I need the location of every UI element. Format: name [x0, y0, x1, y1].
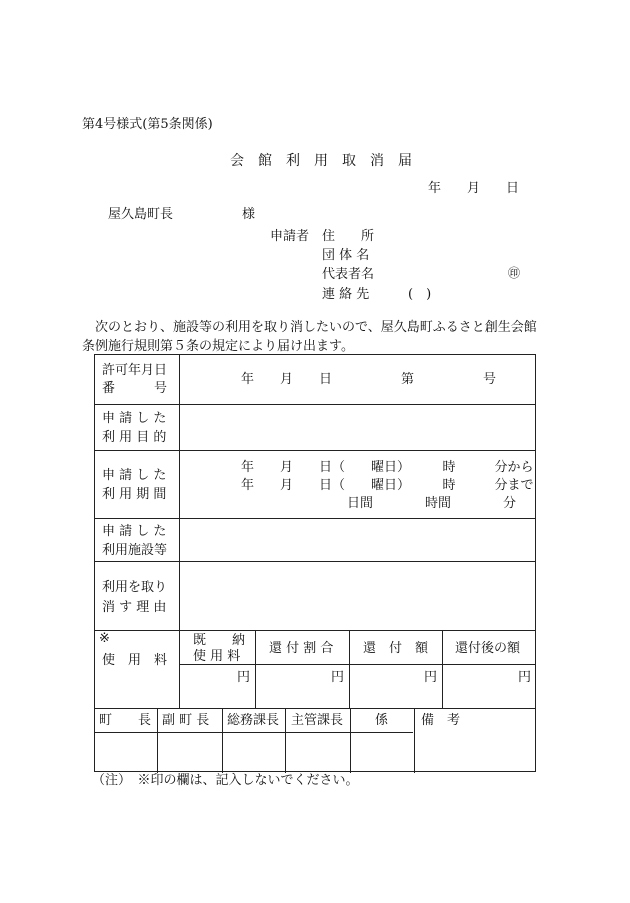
after-refund-header: 還付後の額 [455, 641, 521, 656]
applicant-address-label: 住 所 [322, 229, 375, 244]
form-number: 第4号様式(第5条関係) [82, 117, 213, 132]
yen-unit: 円 [237, 670, 251, 685]
facility-label: 申 請 し た [102, 524, 167, 539]
row-divider [95, 630, 535, 631]
purpose-label: 利 用 目 的 [102, 430, 167, 445]
reason-label: 利用を取り [102, 580, 168, 595]
facility-label: 利用施設等 [102, 543, 168, 558]
column-divider [157, 708, 158, 773]
permit-label: 許可年月日 [102, 363, 168, 378]
paid-fee-header: 使 用 料 [193, 649, 241, 664]
office-use-mark: ※ [99, 631, 110, 646]
row-divider [95, 708, 535, 709]
row-divider [95, 450, 535, 451]
contact-parentheses: ( ) [408, 287, 432, 302]
permit-number-suffix: 号 [483, 372, 497, 387]
column-divider [350, 708, 351, 773]
row-divider [95, 561, 535, 562]
purpose-label: 申 請 し た [102, 411, 167, 426]
column-divider [414, 708, 415, 773]
addressee: 屋久島町長 [108, 207, 174, 222]
refund-amount-header: 還 付 額 [363, 641, 429, 656]
fee-label: 使 用 料 [102, 653, 168, 668]
column-divider [349, 630, 350, 708]
applicant-label: 申請者 [270, 229, 310, 244]
row-divider [95, 732, 413, 733]
document-title: 会 館 利 用 取 消 届 [230, 153, 412, 169]
reason-label: 消 す 理 由 [102, 600, 167, 615]
yen-unit: 円 [424, 670, 438, 685]
permit-number-prefix: 第 [401, 372, 415, 387]
approval-general-affairs: 総務課長 [227, 713, 280, 728]
applicant-contact-label: 連 絡 先 [322, 287, 370, 302]
period-start: 年 月 日（ 曜日） 時 分から [241, 460, 534, 475]
permit-label: 番 号 [102, 381, 168, 396]
cancellation-form-table [94, 354, 536, 772]
approval-deputy-mayor: 副 町 長 [162, 713, 210, 728]
approval-section-chief: 主管課長 [291, 713, 344, 728]
body-text: 次のとおり、施設等の利用を取り消したいので、屋久島町ふるさと創生会館条例施行規則第５条の規定により届け出ます。 [82, 320, 537, 354]
column-divider [179, 355, 180, 708]
period-end: 年 月 日（ 曜日） 時 分まで [241, 478, 534, 493]
approval-mayor: 町 長 [99, 713, 152, 728]
approval-staff: 係 [375, 713, 389, 728]
yen-unit: 円 [331, 670, 345, 685]
applicant-representative-label: 代表者名 [322, 267, 375, 282]
period-label: 利 用 期 間 [102, 487, 167, 502]
yen-unit: 円 [518, 670, 532, 685]
period-label: 申 請 し た [102, 468, 167, 483]
row-divider [95, 404, 535, 405]
permit-date: 年 月 日 [241, 372, 333, 387]
row-divider [95, 518, 535, 519]
row-divider [179, 664, 535, 665]
column-divider [442, 630, 443, 708]
date-line: 年 月 日 [428, 181, 520, 196]
applicant-group-label: 団 体 名 [322, 248, 370, 263]
column-divider [222, 708, 223, 773]
remarks-label: 備 考 [421, 713, 461, 728]
column-divider [285, 708, 286, 773]
period-duration: 日間 時間 分 [347, 496, 517, 511]
footnote: （注） ※印の欄は、記入しないでください。 [92, 773, 359, 788]
refund-rate-header: 還 付 割 合 [269, 641, 334, 656]
honorific: 様 [242, 207, 256, 222]
column-divider [255, 630, 256, 708]
paid-fee-header: 既 納 [193, 633, 246, 648]
seal-mark: ㊞ [508, 266, 521, 280]
